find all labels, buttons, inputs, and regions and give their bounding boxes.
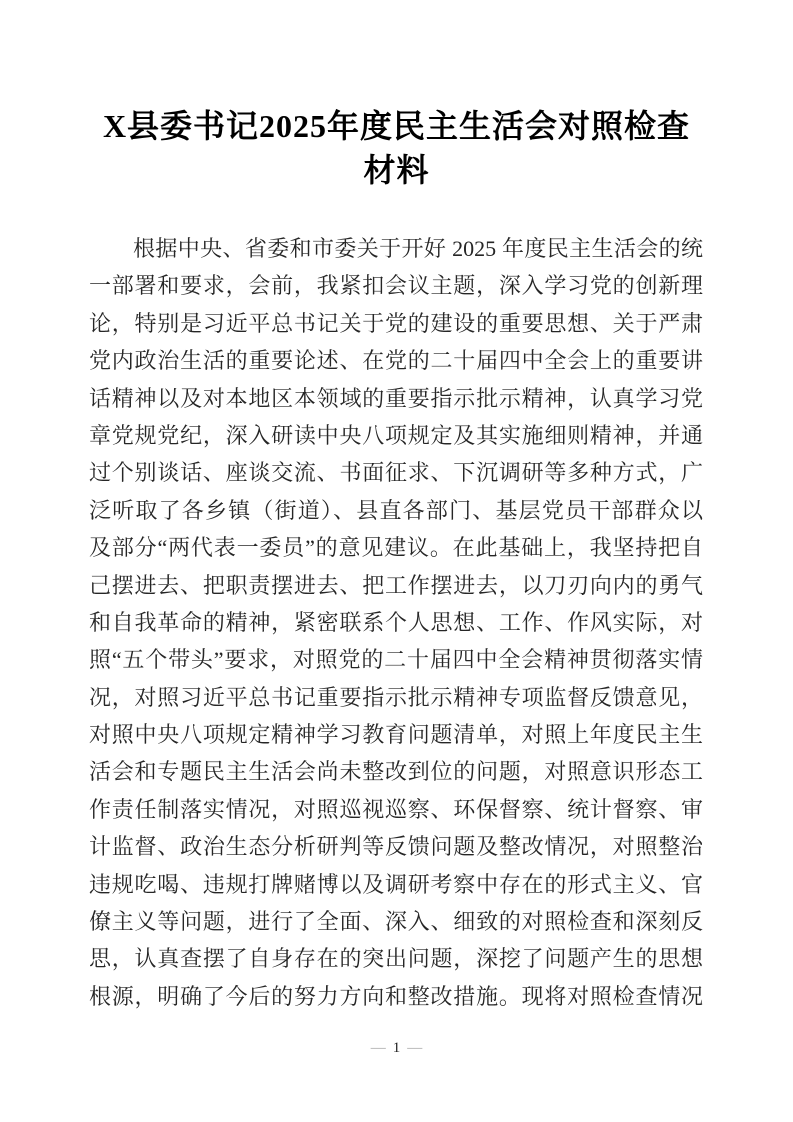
footer-dash-right: — bbox=[407, 1040, 423, 1056]
body-line: 况，对照习近平总书记重要指示批示精神专项监督反馈意见， bbox=[89, 684, 703, 710]
body-line: 话精神以及对本地区本领域的重要指示批示精神，认真学习党 bbox=[89, 385, 703, 411]
body-line: 过个别谈话、座谈交流、书面征求、下沉调研等多种方式，广 bbox=[89, 460, 703, 486]
body-line: 计监督、政治生态分析研判等反馈问题及整改情况，对照整治 bbox=[89, 834, 703, 860]
document-title bbox=[52, 104, 741, 192]
body-line: 和自我革命的精神，紧密联系个人思想、工作、作风实际，对 bbox=[89, 609, 703, 635]
body-line: 对照中央八项规定精神学习教育问题清单，对照上年度民主生 bbox=[89, 722, 703, 748]
body-paragraph bbox=[89, 230, 703, 1015]
body-line: 违规吃喝、违规打牌赌博以及调研考察中存在的形式主义、官 bbox=[89, 871, 703, 897]
document-title-line-1: X县委书记2025年度民主生活会对照检查 bbox=[102, 108, 691, 144]
body-line: 根源，明确了今后的努力方向和整改措施。现将对照检查情况 bbox=[89, 983, 703, 1009]
body-line: 作责任制落实情况，对照巡视巡察、环保督察、统计督察、审 bbox=[89, 796, 703, 822]
body-line: 泛听取了各乡镇（街道）、县直各部门、基层党员干部群众以 bbox=[89, 497, 703, 523]
body-line: 根据中央、省委和市委关于开好 2025 年度民主生活会的统 bbox=[133, 236, 703, 261]
body-line: 己摆进去、把职责摆进去、把工作摆进去，以刀刃向内的勇气 bbox=[89, 572, 703, 598]
footer-dash-left: — bbox=[370, 1040, 386, 1056]
body-line: 一部署和要求，会前，我紧扣会议主题，深入学习党的创新理 bbox=[89, 273, 703, 299]
document-title-line-2: 材料 bbox=[363, 152, 430, 188]
body-line: 活会和专题民主生活会尚未整改到位的问题，对照意识形态工 bbox=[89, 759, 703, 785]
page-footer bbox=[0, 1038, 793, 1058]
page-number: 1 bbox=[392, 1040, 401, 1056]
body-line: 僚主义等问题，进行了全面、深入、细致的对照检查和深刻反 bbox=[89, 909, 703, 935]
body-line: 照“五个带头”要求，对照党的二十届四中全会精神贯彻落实情 bbox=[89, 647, 704, 673]
body-line: 思，认真查摆了自身存在的突出问题，深挖了问题产生的思想 bbox=[89, 946, 703, 972]
body-line: 章党规党纪，深入研读中央八项规定及其实施细则精神，并通 bbox=[89, 422, 703, 448]
body-line: 论，特别是习近平总书记关于党的建设的重要思想、关于严肃 bbox=[89, 310, 703, 336]
body-line: 及部分“两代表一委员”的意见建议。在此基础上，我坚持把自 bbox=[89, 535, 704, 561]
body-line: 党内政治生活的重要论述、在党的二十届四中全会上的重要讲 bbox=[89, 348, 703, 374]
